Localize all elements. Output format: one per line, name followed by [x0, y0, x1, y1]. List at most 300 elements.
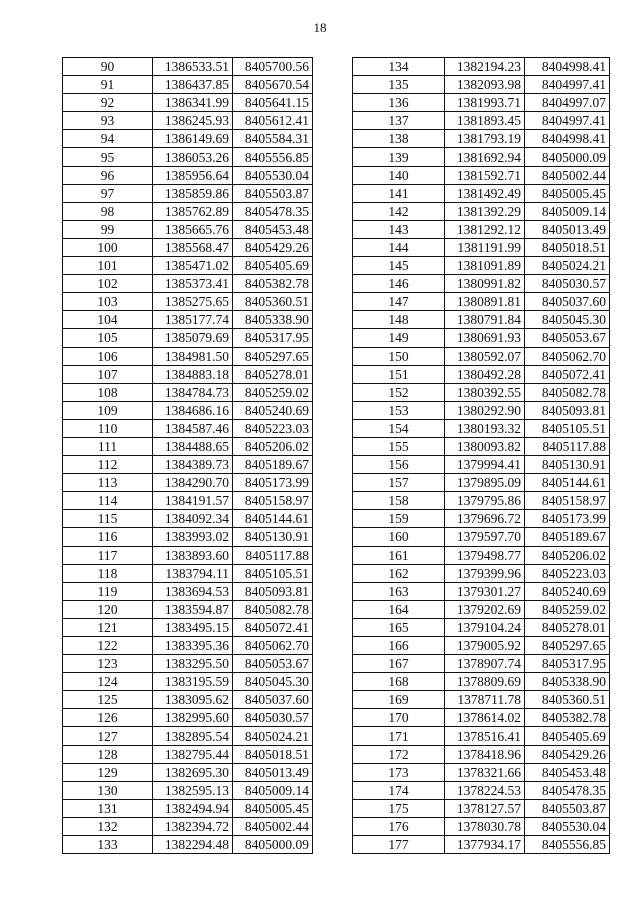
y-coordinate-cell: 8405002.44 [233, 817, 313, 835]
point-number-cell: 109 [63, 401, 153, 419]
x-coordinate-cell: 1381492.49 [445, 184, 525, 202]
table-row [353, 546, 610, 564]
table-row [63, 600, 313, 618]
y-coordinate-cell: 8405530.04 [233, 166, 313, 184]
y-coordinate-cell: 8405093.81 [233, 582, 313, 600]
y-coordinate-cell: 8405082.78 [525, 383, 610, 401]
point-number-cell: 127 [63, 727, 153, 745]
y-coordinate-cell: 8405382.78 [233, 275, 313, 293]
y-coordinate-cell: 8405158.97 [525, 492, 610, 510]
table-row [353, 257, 610, 275]
x-coordinate-cell: 1382695.30 [153, 763, 233, 781]
table-row [353, 184, 610, 202]
x-coordinate-cell: 1386149.69 [153, 130, 233, 148]
point-number-cell: 134 [353, 58, 445, 76]
y-coordinate-cell: 8405045.30 [233, 673, 313, 691]
y-coordinate-cell: 8405338.90 [525, 673, 610, 691]
y-coordinate-cell: 8405062.70 [525, 347, 610, 365]
point-number-cell: 111 [63, 437, 153, 455]
x-coordinate-cell: 1379895.09 [445, 474, 525, 492]
table-row [63, 58, 313, 76]
point-number-cell: 90 [63, 58, 153, 76]
x-coordinate-cell: 1383095.62 [153, 691, 233, 709]
y-coordinate-cell: 8405584.31 [233, 130, 313, 148]
table-row [353, 130, 610, 148]
point-number-cell: 102 [63, 275, 153, 293]
point-number-cell: 107 [63, 365, 153, 383]
y-coordinate-cell: 8405105.51 [233, 564, 313, 582]
x-coordinate-cell: 1384587.46 [153, 419, 233, 437]
y-coordinate-cell: 8405503.87 [525, 799, 610, 817]
point-number-cell: 91 [63, 76, 153, 94]
y-coordinate-cell: 8405317.95 [525, 655, 610, 673]
point-number-cell: 142 [353, 202, 445, 220]
x-coordinate-cell: 1381292.12 [445, 220, 525, 238]
x-coordinate-cell: 1379301.27 [445, 582, 525, 600]
point-number-cell: 121 [63, 618, 153, 636]
point-number-cell: 174 [353, 781, 445, 799]
table-row [63, 112, 313, 130]
table-row [63, 365, 313, 383]
table-row [63, 347, 313, 365]
table-row [63, 655, 313, 673]
y-coordinate-cell: 8405453.48 [233, 220, 313, 238]
point-number-cell: 145 [353, 257, 445, 275]
y-coordinate-cell: 8405360.51 [233, 293, 313, 311]
table-row [353, 365, 610, 383]
point-number-cell: 165 [353, 618, 445, 636]
y-coordinate-cell: 8405612.41 [233, 112, 313, 130]
x-coordinate-cell: 1377934.17 [445, 836, 525, 854]
y-coordinate-cell: 8405144.61 [233, 510, 313, 528]
x-coordinate-cell: 1384883.18 [153, 365, 233, 383]
table-row [353, 781, 610, 799]
table-row [353, 745, 610, 763]
table-row [353, 58, 610, 76]
y-coordinate-cell: 8405062.70 [233, 637, 313, 655]
point-number-cell: 141 [353, 184, 445, 202]
table-row [353, 799, 610, 817]
coordinates-table-left [62, 57, 313, 854]
table-row [353, 582, 610, 600]
point-number-cell: 135 [353, 76, 445, 94]
y-coordinate-cell: 8405018.51 [233, 745, 313, 763]
point-number-cell: 137 [353, 112, 445, 130]
x-coordinate-cell: 1380891.81 [445, 293, 525, 311]
table-row [63, 510, 313, 528]
point-number-cell: 94 [63, 130, 153, 148]
table-row [63, 238, 313, 256]
table-row [63, 275, 313, 293]
point-number-cell: 146 [353, 275, 445, 293]
point-number-cell: 155 [353, 437, 445, 455]
table-row [353, 492, 610, 510]
x-coordinate-cell: 1380292.90 [445, 401, 525, 419]
point-number-cell: 176 [353, 817, 445, 835]
x-coordinate-cell: 1384191.57 [153, 492, 233, 510]
x-coordinate-cell: 1378224.53 [445, 781, 525, 799]
y-coordinate-cell: 8405189.67 [525, 528, 610, 546]
table-row [353, 817, 610, 835]
x-coordinate-cell: 1382795.44 [153, 745, 233, 763]
x-coordinate-cell: 1382995.60 [153, 709, 233, 727]
y-coordinate-cell: 8405556.85 [233, 148, 313, 166]
table-row [353, 709, 610, 727]
y-coordinate-cell: 8404997.41 [525, 112, 610, 130]
x-coordinate-cell: 1379498.77 [445, 546, 525, 564]
point-number-cell: 116 [63, 528, 153, 546]
y-coordinate-cell: 8404998.41 [525, 130, 610, 148]
table-row [353, 148, 610, 166]
table-row [353, 347, 610, 365]
point-number-cell: 136 [353, 94, 445, 112]
x-coordinate-cell: 1385471.02 [153, 257, 233, 275]
point-number-cell: 128 [63, 745, 153, 763]
y-coordinate-cell: 8405223.03 [233, 419, 313, 437]
y-coordinate-cell: 8404997.07 [525, 94, 610, 112]
table-row [353, 166, 610, 184]
x-coordinate-cell: 1379696.72 [445, 510, 525, 528]
x-coordinate-cell: 1385373.41 [153, 275, 233, 293]
x-coordinate-cell: 1384784.73 [153, 383, 233, 401]
table-row [353, 618, 610, 636]
point-number-cell: 133 [63, 836, 153, 854]
x-coordinate-cell: 1379104.24 [445, 618, 525, 636]
table-row [63, 492, 313, 510]
table-row [63, 401, 313, 419]
table-row [63, 130, 313, 148]
point-number-cell: 172 [353, 745, 445, 763]
x-coordinate-cell: 1378030.78 [445, 817, 525, 835]
y-coordinate-cell: 8405002.44 [525, 166, 610, 184]
point-number-cell: 150 [353, 347, 445, 365]
point-number-cell: 167 [353, 655, 445, 673]
x-coordinate-cell: 1378614.02 [445, 709, 525, 727]
y-coordinate-cell: 8405478.35 [525, 781, 610, 799]
x-coordinate-cell: 1384290.70 [153, 474, 233, 492]
y-coordinate-cell: 8404997.41 [525, 76, 610, 94]
point-number-cell: 115 [63, 510, 153, 528]
y-coordinate-cell: 8405641.15 [233, 94, 313, 112]
y-coordinate-cell: 8405082.78 [233, 600, 313, 618]
point-number-cell: 131 [63, 799, 153, 817]
y-coordinate-cell: 8405105.51 [525, 419, 610, 437]
point-number-cell: 170 [353, 709, 445, 727]
x-coordinate-cell: 1380492.28 [445, 365, 525, 383]
x-coordinate-cell: 1380791.84 [445, 311, 525, 329]
y-coordinate-cell: 8405503.87 [233, 184, 313, 202]
table-row [353, 456, 610, 474]
x-coordinate-cell: 1384092.34 [153, 510, 233, 528]
y-coordinate-cell: 8405009.14 [233, 781, 313, 799]
x-coordinate-cell: 1378809.69 [445, 673, 525, 691]
y-coordinate-cell: 8405429.26 [233, 238, 313, 256]
table-row [63, 329, 313, 347]
x-coordinate-cell: 1382895.54 [153, 727, 233, 745]
point-number-cell: 160 [353, 528, 445, 546]
point-number-cell: 103 [63, 293, 153, 311]
point-number-cell: 138 [353, 130, 445, 148]
point-number-cell: 110 [63, 419, 153, 437]
table-row [353, 202, 610, 220]
y-coordinate-cell: 8405478.35 [233, 202, 313, 220]
y-coordinate-cell: 8405037.60 [233, 691, 313, 709]
table-row [353, 600, 610, 618]
x-coordinate-cell: 1383993.02 [153, 528, 233, 546]
point-number-cell: 168 [353, 673, 445, 691]
table-row [63, 184, 313, 202]
point-number-cell: 132 [63, 817, 153, 835]
point-number-cell: 122 [63, 637, 153, 655]
y-coordinate-cell: 8405317.95 [233, 329, 313, 347]
table-row [63, 456, 313, 474]
table-row [63, 257, 313, 275]
y-coordinate-cell: 8405093.81 [525, 401, 610, 419]
table-row [353, 763, 610, 781]
point-number-cell: 112 [63, 456, 153, 474]
table-row [353, 238, 610, 256]
x-coordinate-cell: 1384488.65 [153, 437, 233, 455]
table-row [63, 673, 313, 691]
x-coordinate-cell: 1386341.99 [153, 94, 233, 112]
y-coordinate-cell: 8405405.69 [233, 257, 313, 275]
table-row [353, 437, 610, 455]
x-coordinate-cell: 1383195.59 [153, 673, 233, 691]
x-coordinate-cell: 1382595.13 [153, 781, 233, 799]
table-row [63, 727, 313, 745]
y-coordinate-cell: 8405556.85 [525, 836, 610, 854]
table-row [63, 546, 313, 564]
x-coordinate-cell: 1378907.74 [445, 655, 525, 673]
x-coordinate-cell: 1382494.94 [153, 799, 233, 817]
point-number-cell: 124 [63, 673, 153, 691]
y-coordinate-cell: 8405206.02 [525, 546, 610, 564]
y-coordinate-cell: 8405117.88 [525, 437, 610, 455]
table-row [353, 836, 610, 854]
y-coordinate-cell: 8405144.61 [525, 474, 610, 492]
y-coordinate-cell: 8405382.78 [525, 709, 610, 727]
point-number-cell: 140 [353, 166, 445, 184]
x-coordinate-cell: 1381692.94 [445, 148, 525, 166]
table-row [63, 202, 313, 220]
point-number-cell: 158 [353, 492, 445, 510]
point-number-cell: 163 [353, 582, 445, 600]
table-row [63, 691, 313, 709]
x-coordinate-cell: 1383295.50 [153, 655, 233, 673]
x-coordinate-cell: 1383395.36 [153, 637, 233, 655]
y-coordinate-cell: 8405053.67 [525, 329, 610, 347]
x-coordinate-cell: 1386533.51 [153, 58, 233, 76]
y-coordinate-cell: 8405223.03 [525, 564, 610, 582]
point-number-cell: 175 [353, 799, 445, 817]
table-row [353, 510, 610, 528]
table-row [353, 673, 610, 691]
x-coordinate-cell: 1378418.96 [445, 745, 525, 763]
point-number-cell: 126 [63, 709, 153, 727]
y-coordinate-cell: 8405117.88 [233, 546, 313, 564]
table-row [63, 799, 313, 817]
point-number-cell: 95 [63, 148, 153, 166]
y-coordinate-cell: 8405240.69 [525, 582, 610, 600]
y-coordinate-cell: 8405030.57 [525, 275, 610, 293]
y-coordinate-cell: 8405453.48 [525, 763, 610, 781]
point-number-cell: 129 [63, 763, 153, 781]
table-row [63, 311, 313, 329]
point-number-cell: 169 [353, 691, 445, 709]
point-number-cell: 99 [63, 220, 153, 238]
x-coordinate-cell: 1382294.48 [153, 836, 233, 854]
point-number-cell: 152 [353, 383, 445, 401]
table-row [63, 94, 313, 112]
table-row [353, 311, 610, 329]
y-coordinate-cell: 8405173.99 [233, 474, 313, 492]
table-row [63, 817, 313, 835]
x-coordinate-cell: 1385177.74 [153, 311, 233, 329]
table-row [63, 637, 313, 655]
y-coordinate-cell: 8405206.02 [233, 437, 313, 455]
table-row [63, 148, 313, 166]
point-number-cell: 93 [63, 112, 153, 130]
point-number-cell: 113 [63, 474, 153, 492]
table-row [63, 709, 313, 727]
point-number-cell: 118 [63, 564, 153, 582]
table-row [63, 618, 313, 636]
table-row [353, 112, 610, 130]
y-coordinate-cell: 8405005.45 [525, 184, 610, 202]
x-coordinate-cell: 1379795.86 [445, 492, 525, 510]
y-coordinate-cell: 8405189.67 [233, 456, 313, 474]
y-coordinate-cell: 8405130.91 [525, 456, 610, 474]
y-coordinate-cell: 8405037.60 [525, 293, 610, 311]
table-row [63, 528, 313, 546]
point-number-cell: 143 [353, 220, 445, 238]
table-row [353, 637, 610, 655]
point-number-cell: 92 [63, 94, 153, 112]
x-coordinate-cell: 1379994.41 [445, 456, 525, 474]
x-coordinate-cell: 1379202.69 [445, 600, 525, 618]
y-coordinate-cell: 8405072.41 [525, 365, 610, 383]
y-coordinate-cell: 8405045.30 [525, 311, 610, 329]
point-number-cell: 159 [353, 510, 445, 528]
table-row [63, 836, 313, 854]
y-coordinate-cell: 8405000.09 [233, 836, 313, 854]
table-row [353, 220, 610, 238]
point-number-cell: 101 [63, 257, 153, 275]
table-row [353, 655, 610, 673]
y-coordinate-cell: 8405297.65 [525, 637, 610, 655]
table-row [63, 564, 313, 582]
x-coordinate-cell: 1383893.60 [153, 546, 233, 564]
point-number-cell: 164 [353, 600, 445, 618]
y-coordinate-cell: 8405018.51 [525, 238, 610, 256]
page-number: 18 [313, 20, 327, 35]
y-coordinate-cell: 8405000.09 [525, 148, 610, 166]
point-number-cell: 120 [63, 600, 153, 618]
x-coordinate-cell: 1383794.11 [153, 564, 233, 582]
point-number-cell: 177 [353, 836, 445, 854]
y-coordinate-cell: 8405130.91 [233, 528, 313, 546]
point-number-cell: 104 [63, 311, 153, 329]
x-coordinate-cell: 1382093.98 [445, 76, 525, 94]
x-coordinate-cell: 1381793.19 [445, 130, 525, 148]
y-coordinate-cell: 8405024.21 [525, 257, 610, 275]
x-coordinate-cell: 1378127.57 [445, 799, 525, 817]
x-coordinate-cell: 1384686.16 [153, 401, 233, 419]
table-row [353, 727, 610, 745]
x-coordinate-cell: 1386053.26 [153, 148, 233, 166]
x-coordinate-cell: 1384389.73 [153, 456, 233, 474]
y-coordinate-cell: 8405030.57 [233, 709, 313, 727]
point-number-cell: 100 [63, 238, 153, 256]
y-coordinate-cell: 8405053.67 [233, 655, 313, 673]
point-number-cell: 96 [63, 166, 153, 184]
x-coordinate-cell: 1380691.93 [445, 329, 525, 347]
coordinates-table-right [352, 57, 610, 854]
point-number-cell: 123 [63, 655, 153, 673]
x-coordinate-cell: 1385762.89 [153, 202, 233, 220]
x-coordinate-cell: 1380392.55 [445, 383, 525, 401]
x-coordinate-cell: 1383495.15 [153, 618, 233, 636]
point-number-cell: 148 [353, 311, 445, 329]
y-coordinate-cell: 8405259.02 [525, 600, 610, 618]
x-coordinate-cell: 1385275.65 [153, 293, 233, 311]
x-coordinate-cell: 1379399.96 [445, 564, 525, 582]
x-coordinate-cell: 1378516.41 [445, 727, 525, 745]
y-coordinate-cell: 8405429.26 [525, 745, 610, 763]
y-coordinate-cell: 8405072.41 [233, 618, 313, 636]
x-coordinate-cell: 1385859.86 [153, 184, 233, 202]
point-number-cell: 108 [63, 383, 153, 401]
x-coordinate-cell: 1386245.93 [153, 112, 233, 130]
point-number-cell: 119 [63, 582, 153, 600]
point-number-cell: 139 [353, 148, 445, 166]
x-coordinate-cell: 1381993.71 [445, 94, 525, 112]
x-coordinate-cell: 1381592.71 [445, 166, 525, 184]
y-coordinate-cell: 8405700.56 [233, 58, 313, 76]
point-number-cell: 161 [353, 546, 445, 564]
x-coordinate-cell: 1384981.50 [153, 347, 233, 365]
table-row [63, 383, 313, 401]
y-coordinate-cell: 8405173.99 [525, 510, 610, 528]
table-row [353, 293, 610, 311]
table-row [63, 419, 313, 437]
x-coordinate-cell: 1385956.64 [153, 166, 233, 184]
table-row [63, 293, 313, 311]
table-row [353, 419, 610, 437]
x-coordinate-cell: 1383694.53 [153, 582, 233, 600]
table-row [63, 763, 313, 781]
y-coordinate-cell: 8405278.01 [525, 618, 610, 636]
x-coordinate-cell: 1380592.07 [445, 347, 525, 365]
point-number-cell: 157 [353, 474, 445, 492]
x-coordinate-cell: 1386437.85 [153, 76, 233, 94]
table-row [353, 401, 610, 419]
x-coordinate-cell: 1382194.23 [445, 58, 525, 76]
table-row [353, 564, 610, 582]
point-number-cell: 153 [353, 401, 445, 419]
point-number-cell: 117 [63, 546, 153, 564]
point-number-cell: 130 [63, 781, 153, 799]
x-coordinate-cell: 1385568.47 [153, 238, 233, 256]
y-coordinate-cell: 8405005.45 [233, 799, 313, 817]
x-coordinate-cell: 1385079.69 [153, 329, 233, 347]
table-row [63, 220, 313, 238]
point-number-cell: 125 [63, 691, 153, 709]
x-coordinate-cell: 1381893.45 [445, 112, 525, 130]
x-coordinate-cell: 1383594.87 [153, 600, 233, 618]
point-number-cell: 154 [353, 419, 445, 437]
table-row [353, 528, 610, 546]
